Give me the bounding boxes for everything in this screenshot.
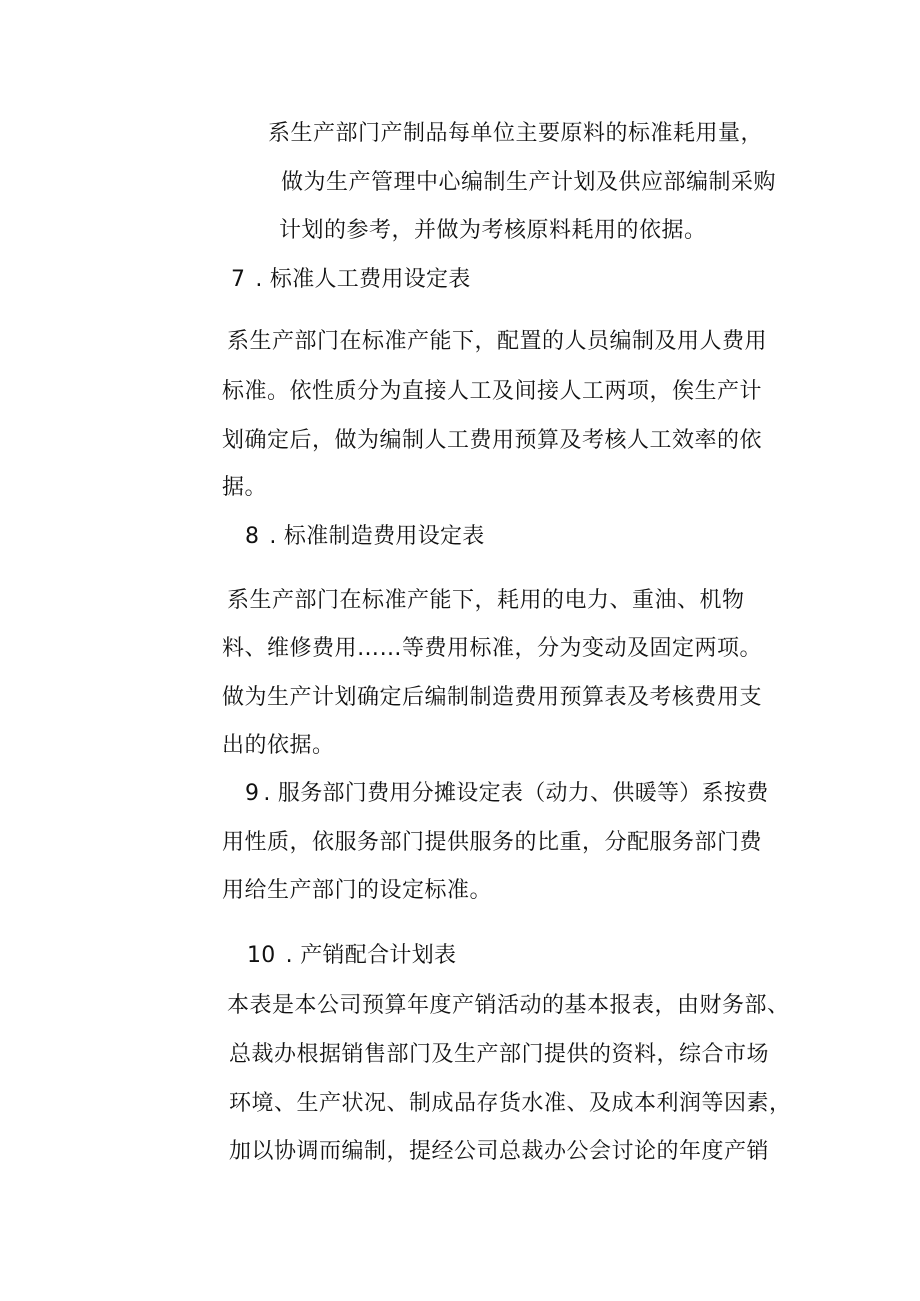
section-number: 8 — [245, 524, 260, 549]
section-number: 7 — [231, 267, 246, 292]
section-heading-9 — [245, 779, 769, 809]
paragraph-line: 系生产部门在标准产能下，耗用的电力、重油、机物 — [227, 588, 745, 613]
section-heading-10 — [247, 941, 456, 971]
section-heading-8 — [245, 522, 485, 552]
paragraph-line: 出的依据。 — [222, 733, 335, 758]
paragraph-line: 做为生产管理中心编制生产计划及供应部编制采购 — [281, 170, 777, 195]
section-heading-7 — [231, 265, 471, 295]
section-number: 10 — [247, 943, 276, 968]
paragraph-line: 系生产部门产制品每单位主要原料的标准耗用量， — [268, 121, 764, 146]
section-title: . 标准人工费用设定表 — [255, 267, 471, 292]
paragraph-line: 总裁办根据销售部门及生产部门提供的资料，综合市场 — [229, 1042, 770, 1067]
paragraph-line: 本表是本公司预算年度产销活动的基本报表，由财务部、 — [227, 993, 790, 1018]
section-title: . 标准制造费用设定表 — [269, 524, 485, 549]
section-title: . 服务部门费用分摊设定表（动力、供暖等）系按费 — [263, 781, 769, 806]
paragraph-line: 系生产部门在标准产能下，配置的人员编制及用人费用 — [227, 329, 768, 354]
paragraph-line: 环境、生产状况、制成品存货水准、及成本利润等因素， — [229, 1091, 792, 1116]
section-number: 9 — [245, 781, 260, 806]
paragraph-line: 料、维修费用……等费用标准，分为变动及固定两项。 — [222, 636, 763, 661]
paragraph-line: 用性质，依服务部门提供服务的比重，分配服务部门费 — [222, 830, 763, 855]
paragraph-line: 据。 — [222, 475, 268, 500]
section-title: . 产销配合计划表 — [285, 943, 457, 968]
paragraph-line: 计划的参考，并做为考核原料耗用的依据。 — [279, 218, 707, 243]
paragraph-line: 标准。依性质分为直接人工及间接人工两项，俟生产计 — [222, 379, 763, 404]
paragraph-line: 划确定后，做为编制人工费用预算及考核人工效率的依 — [222, 428, 763, 453]
paragraph-line: 做为生产计划确定后编制制造费用预算表及考核费用支 — [222, 685, 763, 710]
paragraph-line: 加以协调而编制，提经公司总裁办公会讨论的年度产销 — [229, 1139, 770, 1164]
paragraph-line: 用给生产部门的设定标准。 — [222, 878, 493, 903]
